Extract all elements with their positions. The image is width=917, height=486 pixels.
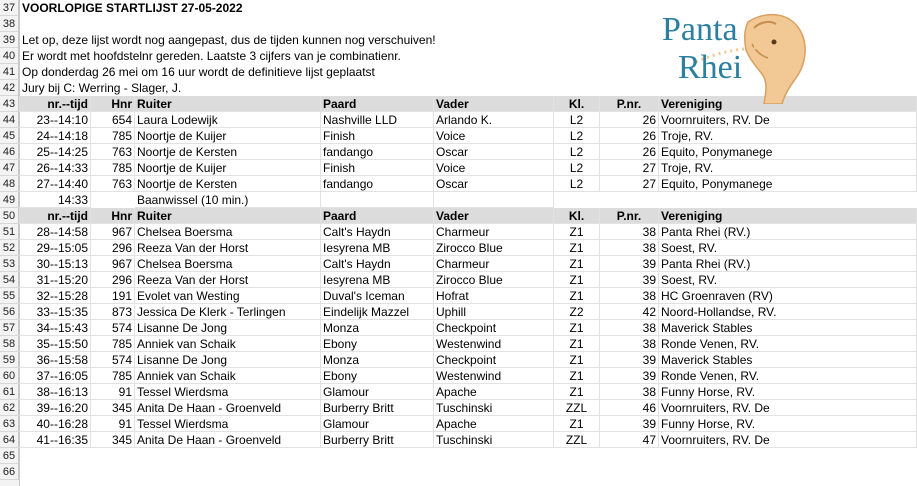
cell-pnr[interactable]: 39: [600, 272, 659, 288]
cell-kl[interactable]: Z1: [554, 352, 600, 368]
cell-ver[interactable]: Soest, RV.: [659, 240, 917, 256]
cell-empty[interactable]: [434, 192, 554, 208]
cell-vader[interactable]: Arlando K.: [434, 112, 554, 128]
cell-ruiter[interactable]: Noortje de Kersten: [135, 176, 321, 192]
row-number[interactable]: 44: [0, 112, 19, 128]
cell-pnr[interactable]: 38: [600, 320, 659, 336]
cell-paard[interactable]: Finish: [321, 160, 434, 176]
cell-ruiter[interactable]: Anita De Haan - Groenveld: [135, 400, 321, 416]
cell-kl[interactable]: L2: [554, 144, 600, 160]
table-row: [0, 288, 917, 304]
cell-hnr[interactable]: 91: [91, 416, 135, 432]
cell-hnr[interactable]: 785: [91, 160, 135, 176]
table-row: [0, 256, 917, 272]
cell-vader[interactable]: Uphill: [434, 304, 554, 320]
row-number[interactable]: 47: [0, 160, 19, 176]
cell-paard[interactable]: Nashville LLD: [321, 112, 434, 128]
cell-ver[interactable]: Voornruiters, RV. De: [659, 112, 917, 128]
break-label[interactable]: Baanwissel (10 min.): [135, 192, 321, 208]
cell-ruiter[interactable]: Evolet van Westing: [135, 288, 321, 304]
cell-paard[interactable]: Glamour: [321, 384, 434, 400]
cell-tijd[interactable]: 30--15:13: [19, 256, 91, 272]
row-number[interactable]: 55: [0, 288, 19, 304]
cell-ruiter[interactable]: Chelsea Boersma: [135, 224, 321, 240]
cell-kl[interactable]: Z1: [554, 416, 600, 432]
cell-ruiter[interactable]: Anita De Haan - Groenveld: [135, 432, 321, 448]
cell-kl[interactable]: Z1: [554, 240, 600, 256]
cell-kl[interactable]: ZZL: [554, 400, 600, 416]
cell-ruiter[interactable]: Jessica De Klerk - Terlingen: [135, 304, 321, 320]
cell-ver[interactable]: Funny Horse, RV.: [659, 416, 917, 432]
row-number[interactable]: 37: [0, 0, 19, 16]
cell-vader[interactable]: Oscar: [434, 144, 554, 160]
cell-paard[interactable]: Iesyrena MB: [321, 240, 434, 256]
cell-paard[interactable]: Finish: [321, 128, 434, 144]
note-line[interactable]: Er wordt met hoofdstelnr gereden. Laatste 3 cijfers van je combinatienr.: [22, 49, 401, 63]
cell-ver[interactable]: Voornruiters, RV. De: [659, 432, 917, 448]
column-header[interactable]: Vader: [434, 96, 554, 112]
cell-tijd[interactable]: 41--16:35: [19, 432, 91, 448]
cell-tijd[interactable]: 38--16:13: [19, 384, 91, 400]
cell-paard[interactable]: Monza: [321, 352, 434, 368]
cell-kl[interactable]: Z1: [554, 256, 600, 272]
cell-kl[interactable]: Z1: [554, 320, 600, 336]
cell-vader[interactable]: Charmeur: [434, 224, 554, 240]
cell-vader[interactable]: Oscar: [434, 176, 554, 192]
cell-hnr[interactable]: 763: [91, 176, 135, 192]
cell-kl[interactable]: Z1: [554, 224, 600, 240]
cell-paard[interactable]: Burberry Britt: [321, 432, 434, 448]
cell-pnr[interactable]: 38: [600, 240, 659, 256]
cell-hnr[interactable]: 345: [91, 400, 135, 416]
cell-empty[interactable]: [321, 192, 434, 208]
cell-tijd[interactable]: 31--15:20: [19, 272, 91, 288]
cell-ruiter[interactable]: Lisanne De Jong: [135, 352, 321, 368]
cell-ver[interactable]: Maverick Stables: [659, 352, 917, 368]
cell-vader[interactable]: Voice: [434, 160, 554, 176]
row-number[interactable]: 40: [0, 48, 19, 64]
cell-ver[interactable]: Funny Horse, RV.: [659, 384, 917, 400]
sheet-row: [0, 192, 917, 208]
cell-ver[interactable]: Troje, RV.: [659, 128, 917, 144]
cell-ruiter[interactable]: Noortje de Kersten: [135, 144, 321, 160]
logo-text-panta: Panta: [662, 11, 738, 48]
row-number[interactable]: 58: [0, 336, 19, 352]
cell-hnr[interactable]: 785: [91, 128, 135, 144]
cell-paard[interactable]: Monza: [321, 320, 434, 336]
cell-paard[interactable]: fandango: [321, 144, 434, 160]
cell-hnr[interactable]: 967: [91, 224, 135, 240]
cell-pnr[interactable]: 39: [600, 352, 659, 368]
cell-ver[interactable]: Voornruiters, RV. De: [659, 400, 917, 416]
cell-ver[interactable]: Ronde Venen, RV.: [659, 368, 917, 384]
cell-kl[interactable]: Z1: [554, 368, 600, 384]
cell-kl[interactable]: L2: [554, 176, 600, 192]
cell-ver[interactable]: Troje, RV.: [659, 160, 917, 176]
cell-hnr[interactable]: 296: [91, 240, 135, 256]
cell-vader[interactable]: Westenwind: [434, 336, 554, 352]
row-number[interactable]: 62: [0, 400, 19, 416]
cell-pnr[interactable]: 42: [600, 304, 659, 320]
cell-pnr[interactable]: 38: [600, 384, 659, 400]
cell-pnr[interactable]: 26: [600, 144, 659, 160]
row-number[interactable]: 46: [0, 144, 19, 160]
row-number[interactable]: 42: [0, 80, 19, 96]
cell-ruiter[interactable]: Chelsea Boersma: [135, 256, 321, 272]
table-row: [0, 336, 917, 352]
column-header[interactable]: Paard: [321, 208, 434, 224]
cell-pnr[interactable]: 46: [600, 400, 659, 416]
cell-tijd[interactable]: 34--15:43: [19, 320, 91, 336]
row-number[interactable]: 49: [0, 192, 19, 208]
cell-ver[interactable]: Equito, Ponymanege: [659, 176, 917, 192]
table-row: [0, 432, 917, 448]
cell-hnr[interactable]: 91: [91, 384, 135, 400]
table-row: [0, 240, 917, 256]
column-header[interactable]: Hnr: [91, 208, 135, 224]
row-number[interactable]: 39: [0, 32, 19, 48]
cell-paard[interactable]: Calt's Haydn: [321, 256, 434, 272]
cell-tijd[interactable]: 35--15:50: [19, 336, 91, 352]
cell-pnr[interactable]: 38: [600, 224, 659, 240]
row-number[interactable]: 57: [0, 320, 19, 336]
cell-vader[interactable]: Checkpoint: [434, 352, 554, 368]
cell-ruiter[interactable]: Reeza Van der Horst: [135, 240, 321, 256]
cell-paard[interactable]: Eindelijk Mazzel: [321, 304, 434, 320]
cell-pnr[interactable]: 39: [600, 256, 659, 272]
cell-tijd[interactable]: 24--14:18: [19, 128, 91, 144]
cell-kl[interactable]: Z1: [554, 336, 600, 352]
cell-vader[interactable]: Zirocco Blue: [434, 272, 554, 288]
cell-paard[interactable]: Ebony: [321, 368, 434, 384]
cell-pnr[interactable]: 27: [600, 176, 659, 192]
cell-ruiter[interactable]: Anniek van Schaik: [135, 336, 321, 352]
table-row: [0, 224, 917, 240]
cell-vader[interactable]: Hofrat: [434, 288, 554, 304]
cell-tijd[interactable]: 28--14:58: [19, 224, 91, 240]
row-number[interactable]: 65: [0, 448, 19, 464]
cell-ver[interactable]: Equito, Ponymanege: [659, 144, 917, 160]
cell-pnr[interactable]: 26: [600, 112, 659, 128]
cell-ruiter[interactable]: Tessel Wierdsma: [135, 384, 321, 400]
cell-kl[interactable]: L2: [554, 160, 600, 176]
table-row: [0, 304, 917, 320]
row-number[interactable]: 38: [0, 16, 19, 32]
break-time[interactable]: 14:33: [19, 192, 91, 208]
cell-hnr[interactable]: 654: [91, 112, 135, 128]
cell-hnr[interactable]: 574: [91, 320, 135, 336]
cell-vader[interactable]: Voice: [434, 128, 554, 144]
cell-pnr[interactable]: 39: [600, 368, 659, 384]
cell-kl[interactable]: Z1: [554, 272, 600, 288]
cell-hnr[interactable]: 785: [91, 368, 135, 384]
cell-tijd[interactable]: 37--16:05: [19, 368, 91, 384]
cell-vader[interactable]: Zirocco Blue: [434, 240, 554, 256]
cell-tijd[interactable]: 23--14:10: [19, 112, 91, 128]
table-row: [0, 112, 917, 128]
cell-pnr[interactable]: 26: [600, 128, 659, 144]
cell-ruiter[interactable]: Anniek van Schaik: [135, 368, 321, 384]
cell-tijd[interactable]: 40--16:28: [19, 416, 91, 432]
row-number[interactable]: 64: [0, 432, 19, 448]
cell-vader[interactable]: Apache: [434, 416, 554, 432]
table-row: [0, 144, 917, 160]
cell-kl[interactable]: Z2: [554, 304, 600, 320]
cell-paard[interactable]: Duval's Iceman: [321, 288, 434, 304]
row-number[interactable]: 56: [0, 304, 19, 320]
cell-pnr[interactable]: 27: [600, 160, 659, 176]
cell-tijd[interactable]: 26--14:33: [19, 160, 91, 176]
cell-paard[interactable]: Ebony: [321, 336, 434, 352]
cell-kl[interactable]: L2: [554, 112, 600, 128]
cell-tijd[interactable]: 25--14:25: [19, 144, 91, 160]
cell-vader[interactable]: Tuschinski: [434, 432, 554, 448]
column-header[interactable]: P.nr.: [600, 208, 659, 224]
logo-text-rhei: Rhei: [678, 49, 743, 86]
cell-paard[interactable]: Burberry Britt: [321, 400, 434, 416]
column-header[interactable]: P.nr.: [600, 96, 659, 112]
row-number[interactable]: 53: [0, 256, 19, 272]
cell-pnr[interactable]: 39: [600, 416, 659, 432]
column-header[interactable]: Hnr: [91, 96, 135, 112]
table-row: [0, 320, 917, 336]
cell-tijd[interactable]: 36--15:58: [19, 352, 91, 368]
cell-vader[interactable]: Checkpoint: [434, 320, 554, 336]
cell-tijd[interactable]: 33--15:35: [19, 304, 91, 320]
column-header[interactable]: Kl.: [554, 208, 600, 224]
table-row: [0, 128, 917, 144]
cell-hnr[interactable]: 345: [91, 432, 135, 448]
cell-tijd[interactable]: 32--15:28: [19, 288, 91, 304]
cell-paard[interactable]: Glamour: [321, 416, 434, 432]
table-row: [0, 176, 917, 192]
cell-hnr[interactable]: 873: [91, 304, 135, 320]
row-number[interactable]: 63: [0, 416, 19, 432]
note-line[interactable]: Op donderdag 26 mei om 16 uur wordt de definitieve lijst geplaatst: [22, 65, 375, 79]
cell-ruiter[interactable]: Lisanne De Jong: [135, 320, 321, 336]
cell-paard[interactable]: fandango: [321, 176, 434, 192]
note-line[interactable]: Jury bij C: Werring - Slager, J.: [22, 81, 182, 95]
cell-hnr[interactable]: 785: [91, 336, 135, 352]
row-number[interactable]: 51: [0, 224, 19, 240]
column-header[interactable]: Ruiter: [135, 96, 321, 112]
cell-ver[interactable]: HC Groenraven (RV): [659, 288, 917, 304]
row-number[interactable]: 60: [0, 368, 19, 384]
cell-pnr[interactable]: 38: [600, 288, 659, 304]
cell-pnr[interactable]: 47: [600, 432, 659, 448]
row-number[interactable]: 52: [0, 240, 19, 256]
row-number[interactable]: 50: [0, 208, 19, 224]
cell-ver[interactable]: Maverick Stables: [659, 320, 917, 336]
row-number[interactable]: 45: [0, 128, 19, 144]
column-header[interactable]: Vereniging: [659, 208, 917, 224]
column-header[interactable]: nr.--tijd: [19, 96, 91, 112]
column-header[interactable]: Kl.: [554, 96, 600, 112]
cell-kl[interactable]: ZZL: [554, 432, 600, 448]
cell-ruiter[interactable]: Noortje de Kuijer: [135, 160, 321, 176]
row-number[interactable]: 61: [0, 384, 19, 400]
cell-paard[interactable]: Iesyrena MB: [321, 272, 434, 288]
cell-hnr[interactable]: 763: [91, 144, 135, 160]
row-number[interactable]: 43: [0, 96, 19, 112]
cell-ruiter[interactable]: Noortje de Kuijer: [135, 128, 321, 144]
cell-ver[interactable]: Panta Rhei (RV.): [659, 256, 917, 272]
column-header[interactable]: Vader: [434, 208, 554, 224]
table-row: [0, 384, 917, 400]
cell-ver[interactable]: Ronde Venen, RV.: [659, 336, 917, 352]
column-header[interactable]: Ruiter: [135, 208, 321, 224]
row-number[interactable]: 48: [0, 176, 19, 192]
cell-ver[interactable]: Noord-Hollandse, RV.: [659, 304, 917, 320]
row-number[interactable]: 66: [0, 464, 19, 480]
table-row: [0, 400, 917, 416]
cell-tijd[interactable]: 27--14:40: [19, 176, 91, 192]
table-row: [0, 368, 917, 384]
sheet-row: [0, 448, 917, 464]
cell-pnr[interactable]: 38: [600, 336, 659, 352]
row-number[interactable]: 41: [0, 64, 19, 80]
column-header[interactable]: Vereniging: [659, 96, 917, 112]
cell-vader[interactable]: Westenwind: [434, 368, 554, 384]
cell-ruiter[interactable]: Tessel Wierdsma: [135, 416, 321, 432]
column-header[interactable]: nr.--tijd: [19, 208, 91, 224]
cell-ver[interactable]: Panta Rhei (RV.): [659, 224, 917, 240]
sheet-title[interactable]: VOORLOPIGE STARTLIJST 27-05-2022: [22, 1, 243, 15]
cell-tijd[interactable]: 29--15:05: [19, 240, 91, 256]
cell-hnr[interactable]: 191: [91, 288, 135, 304]
column-header[interactable]: Paard: [321, 96, 434, 112]
sheet-row: [0, 464, 917, 480]
cell-hnr[interactable]: 967: [91, 256, 135, 272]
cell-ver[interactable]: Soest, RV.: [659, 272, 917, 288]
note-line[interactable]: Let op, deze lijst wordt nog aangepast, dus de tijden kunnen nog verschuiven!: [22, 33, 436, 47]
cell-hnr[interactable]: 574: [91, 352, 135, 368]
cell-kl[interactable]: Z1: [554, 384, 600, 400]
table-row: [0, 272, 917, 288]
cell-kl[interactable]: Z1: [554, 288, 600, 304]
cell-paard[interactable]: Calt's Haydn: [321, 224, 434, 240]
cell-kl[interactable]: L2: [554, 128, 600, 144]
row-number[interactable]: 59: [0, 352, 19, 368]
cell-vader[interactable]: Apache: [434, 384, 554, 400]
table-row: [0, 416, 917, 432]
cell-tijd[interactable]: 39--16:20: [19, 400, 91, 416]
row-number[interactable]: 54: [0, 272, 19, 288]
table-row: [0, 160, 917, 176]
panta-rhei-logo: [656, 4, 816, 104]
cell-ruiter[interactable]: Laura Lodewijk: [135, 112, 321, 128]
table-row: [0, 352, 917, 368]
sheet-row: [0, 208, 917, 224]
cell-ruiter[interactable]: Reeza Van der Horst: [135, 272, 321, 288]
cell-hnr[interactable]: 296: [91, 272, 135, 288]
cell-vader[interactable]: Tuschinski: [434, 400, 554, 416]
cell-vader[interactable]: Charmeur: [434, 256, 554, 272]
